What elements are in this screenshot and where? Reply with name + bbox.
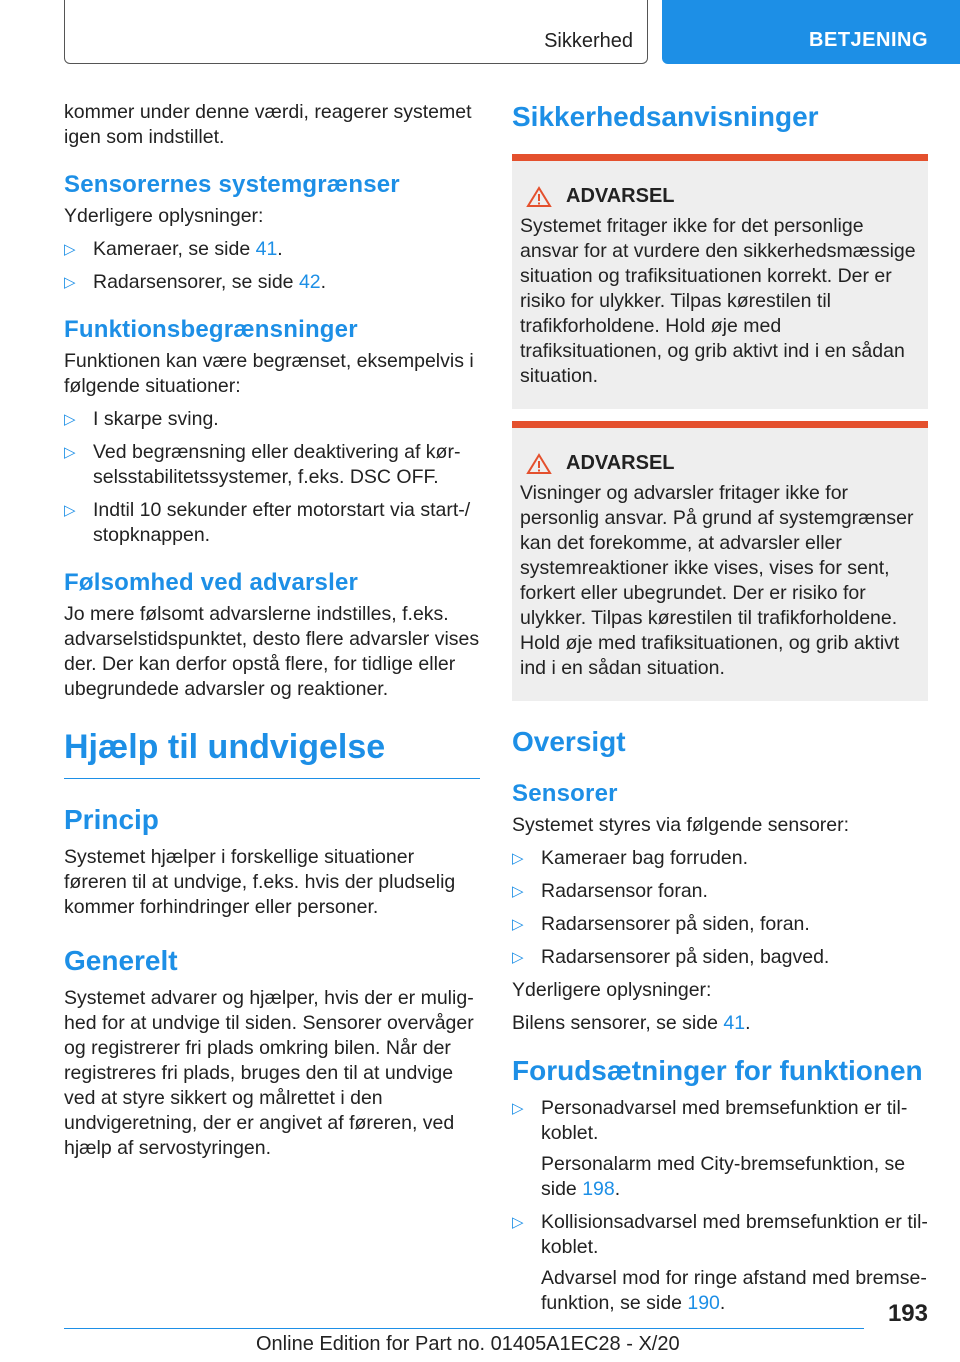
list-item: ▷ Kameraer bag forruden. [512,847,749,869]
list-item: ▷ Kameraer, se side 41. [64,238,283,260]
triangle-bullet-icon: ▷ [512,949,524,966]
page-number: 193 [887,1300,928,1327]
triangle-bullet-icon: ▷ [512,1100,524,1117]
sensors-list [512,846,928,970]
section-title: Sikkerhed [544,30,633,52]
chapter-heading: Hjælp til undvigelse [64,726,480,779]
warning-box-2 [512,421,928,701]
heading-prerequisites: Forudsætninger for funktionen [512,1055,923,1086]
triangle-bullet-icon: ▷ [64,274,76,291]
triangle-bullet-icon: ▷ [64,411,76,428]
list-subtext: Advarsel mod for ringe afstand med bremsefunktion, se side 190. [541,1267,927,1314]
sensors-text: Systemet styres via følgende sensorer: [512,814,850,836]
warning-sensitivity-text: Jo mere følsomt advarslerne indstilles, f.eks. advarselstidspunktet, desto flere advarsler vises der. Der kan derfor opstå flere, for tidlige eller ubegrundede advarsler og reaktioner. [64,603,480,700]
principle-text: Systemet hjælper i forskellige situationer føreren til at undvige, f.eks. hvis der pludselig kommer forhindringer eller personer. [64,846,456,918]
header-frame [64,0,648,64]
intro-text: kommer under denne værdi, reagerer systemet igen som indstillet. [64,101,472,148]
list-item: ▷ Ved begrænsning eller deaktivering af kørselsstabilitetssystemer, f.eks. DSC OFF. [64,441,461,488]
heading-function-limits: Funktionsbegrænsninger [64,316,358,343]
warning-text: Visninger og advarsler fritager ikke for personlig ansvar. På grund af systemgrænser kan det forekomme, at advarsler eller systemreaktioner ikke vises, vises for sent, forkert eller ubegrundet. Der er risiko for ulykker. Tilpas kørestilen til trafikforholdene. Hold øje med trafiksituationen, og grib aktivt ind i en sådan situation. [520,482,914,679]
heading-principle: Princip [64,804,159,835]
heading-general: Generelt [64,945,178,976]
triangle-bullet-icon: ▷ [64,444,76,461]
page-link[interactable]: 41 [723,1012,746,1034]
sensors-more: Yderligere oplysninger: [512,979,712,1001]
function-limits-text: Funktionen kan være begrænset, eksempelvis i følgende situationer: [64,350,474,397]
heading-sensors: Sensorer [512,780,618,807]
warning-text: Systemet fritager ikke for det personlige ansvar for at vurdere den sikkerhedsmæssige situation og trafiksituationen korrekt. Der er risiko for ulykker. Tilpas kørestilen til trafikforholdene. Hold øje med trafiksituationen, og grib aktivt ind i en sådan situation. [520,215,916,387]
list-item: ▷ Kollisionsadvarsel med bremsefunktion er tilkoblet. Advarsel mod for ringe afstand med bremsefunktion, se side 190. [512,1211,928,1314]
heading-safety: Sikkerhedsanvisninger [512,101,819,132]
left-column [64,100,480,1169]
warning-box-1 [512,154,928,409]
page-link[interactable]: 190 [687,1292,720,1314]
sensors-ref: Bilens sensorer, se side 41. [512,1012,751,1034]
list-item: ▷ Radarsensor foran. [512,880,708,902]
triangle-bullet-icon: ▷ [512,883,524,900]
list-subtext: Personalarm med City-bremsefunktion, se side 198. [541,1153,906,1200]
list-item: ▷ Personadvarsel med bremsefunktion er tilkoblet. Personalarm med City-bremsefunktion, se side 198. [512,1096,928,1202]
edition-text: Online Edition for Part no. 01405A1EC28 - X/20 [256,1333,680,1355]
page-link[interactable]: 42 [298,271,321,293]
list-item: ▷ Radarsensorer på siden, foran. [512,913,810,935]
sensor-limits-list [64,237,480,295]
page-link[interactable]: 41 [255,238,278,260]
footer-divider [64,1328,864,1329]
prerequisites-list [512,1096,928,1316]
heading-overview: Oversigt [512,726,626,757]
right-column [512,100,928,1324]
page-link[interactable]: 198 [582,1178,615,1200]
triangle-bullet-icon: ▷ [512,916,524,933]
sensor-limits-text: Yderligere oplysninger: [64,205,264,227]
function-limits-list [64,407,480,548]
triangle-bullet-icon: ▷ [512,850,524,867]
warning-triangle-icon [526,453,552,475]
heading-sensor-limits: Sensorernes systemgrænser [64,171,400,198]
heading-warning-sensitivity: Følsomhed ved advarsler [64,569,359,596]
list-item: ▷ Indtil 10 sekunder efter motorstart via start-/ stopknappen. [64,499,471,546]
triangle-bullet-icon: ▷ [64,241,76,258]
general-text: Systemet advarer og hjælper, hvis der er mulighed for at undvige til siden. Sensorer overvåger og registrerer fri plads omkring bilen. Når der registreres fri plads, bruges den til at undvige ved at styre sikkert og målrettet i den undvigeretning, der er angivet af føreren, ved hjælp af servostyringen. [64,987,474,1159]
chapter-tab[interactable] [662,0,960,64]
warning-title: ADVARSEL [520,185,920,208]
chapter-label: BETJENING [809,29,928,51]
triangle-bullet-icon: ▷ [512,1214,524,1231]
list-item: ▷ Radarsensorer, se side 42. [64,271,327,293]
warning-title: ADVARSEL [520,452,920,475]
warning-triangle-icon [526,186,552,208]
triangle-bullet-icon: ▷ [64,502,76,519]
list-item: ▷ I skarpe sving. [64,408,219,430]
list-item: ▷ Radarsensorer på siden, bagved. [512,946,830,968]
